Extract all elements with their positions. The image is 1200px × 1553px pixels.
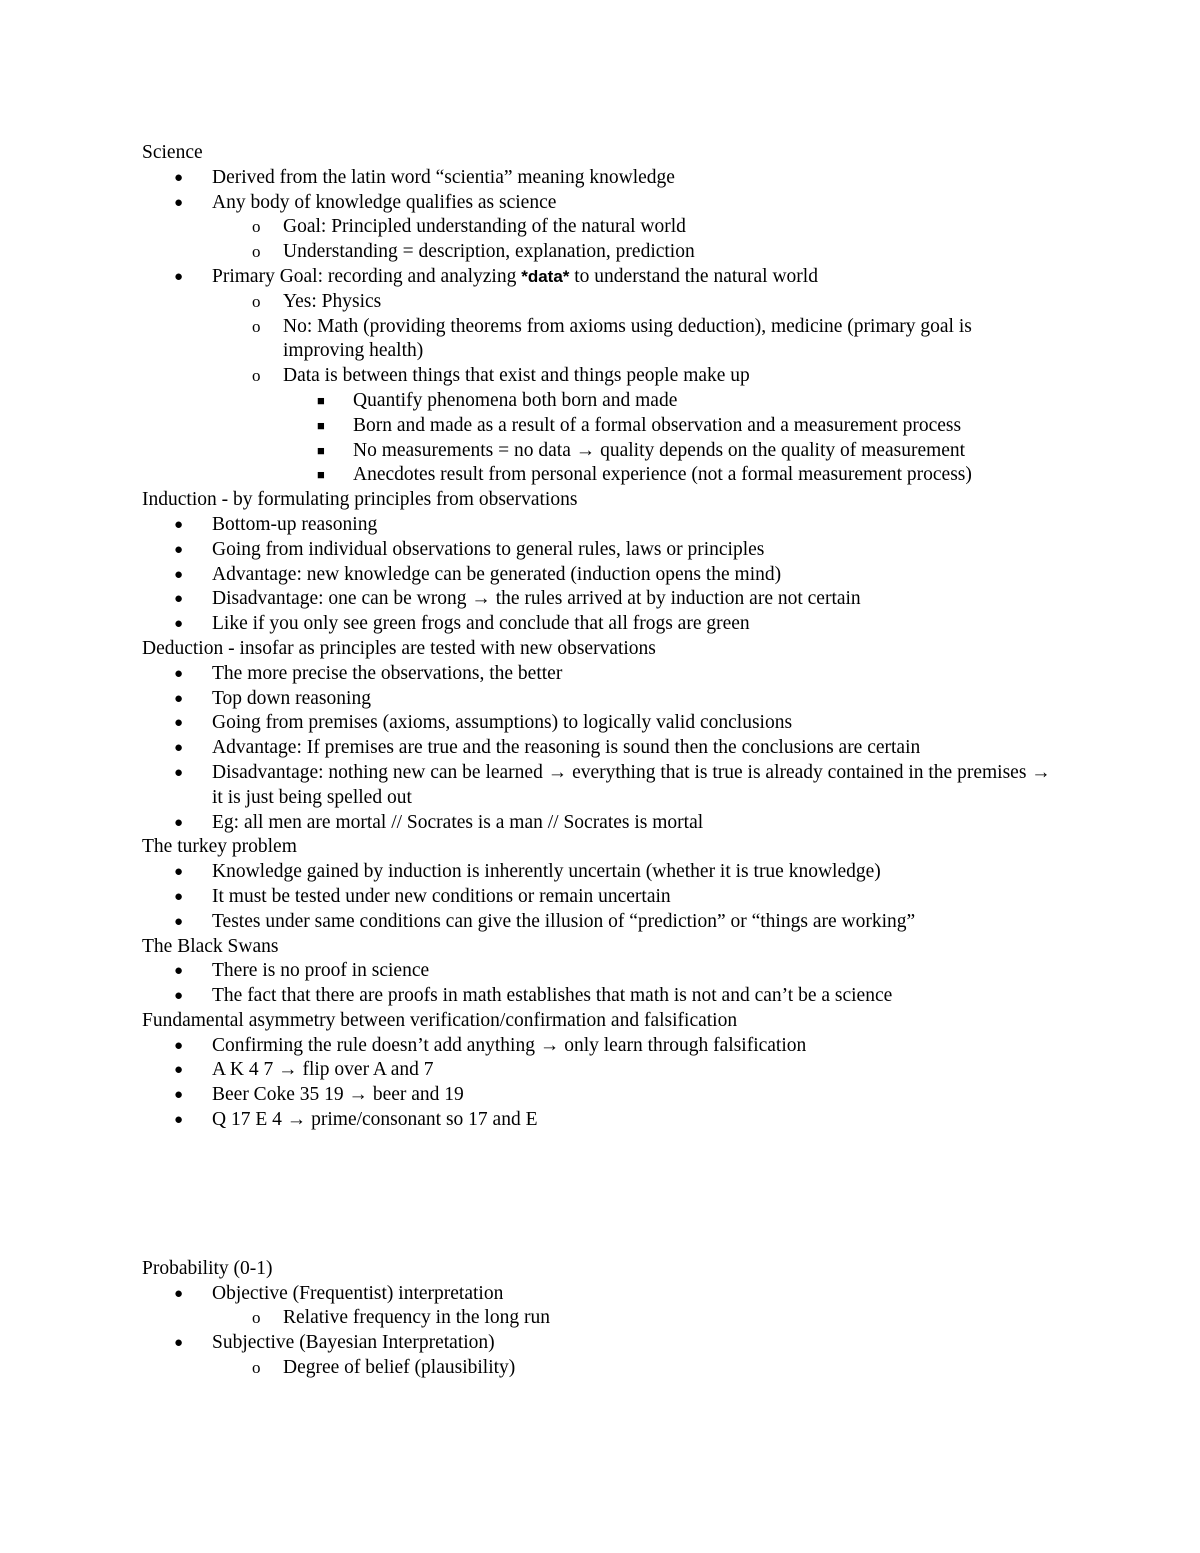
section-heading: Deduction - insofar as principles are tested with new observations: [142, 637, 656, 659]
list-item: [142, 215, 1052, 240]
list-item: [142, 1356, 1052, 1381]
bullet-marker-icon: ●: [174, 541, 184, 558]
bullet-list: [142, 513, 1052, 637]
list-item-text: The fact that there are proofs in math establishes that math is not and can’t be a science: [212, 985, 893, 1007]
list-item: [142, 736, 1052, 761]
bullet-marker-icon: ●: [174, 566, 184, 583]
list-item: [142, 662, 1052, 687]
list-item: [142, 1083, 1052, 1108]
list-item-text: Like if you only see green frogs and conclude that all frogs are green: [212, 613, 750, 635]
list-item-text: It must be tested under new conditions or remain uncertain: [212, 885, 671, 907]
bullet-marker-icon: ●: [174, 1062, 184, 1079]
document-content: [142, 141, 1052, 1381]
bullet-marker-icon: ●: [174, 591, 184, 608]
bullet-marker-icon: ●: [174, 764, 184, 781]
bullet-marker-icon: ■: [317, 392, 325, 408]
list-item-text: Top down reasoning: [212, 687, 371, 709]
bold-text: *data*: [521, 266, 570, 286]
bullet-marker-icon: o: [252, 366, 261, 386]
bullet-marker-icon: o: [252, 291, 261, 311]
section-induction-by-formulating-principles-from: [142, 488, 1052, 637]
list-item: [142, 587, 1052, 612]
list-item: [142, 364, 1052, 389]
list-item-text: Relative frequency in the long run: [283, 1307, 550, 1329]
list-item-text: Going from premises (axioms, assumptions) to logically valid conclusions: [212, 712, 793, 734]
list-item: [142, 1058, 1052, 1083]
list-item: [142, 513, 1052, 538]
list-item-text: Advantage: If premises are true and the reasoning is sound then the conclusions are certain: [212, 737, 921, 759]
bullet-marker-icon: ■: [317, 467, 325, 483]
list-item: [142, 910, 1052, 935]
list-item: [142, 265, 1052, 290]
list-item: [142, 414, 1052, 439]
list-item: [142, 1306, 1052, 1331]
bullet-marker-icon: o: [252, 217, 261, 237]
bullet-marker-icon: ●: [174, 690, 184, 707]
bullet-marker-icon: ●: [174, 1112, 184, 1129]
list-item-text: Disadvantage: nothing new can be learned → everything that is true is already contained in the premises → it is just being spelled out: [212, 761, 1051, 808]
list-item-text: Eg: all men are mortal // Socrates is a man // Socrates is mortal: [212, 811, 704, 833]
list-item-text: The more precise the observations, the better: [212, 662, 563, 684]
list-item: [142, 538, 1052, 563]
list-item-text: Bottom-up reasoning: [212, 513, 378, 535]
list-item-text: Data is between things that exist and things people make up: [283, 365, 750, 387]
list-item-text: No: Math (providing theorems from axioms using deduction), medicine (primary goal is improving health): [283, 315, 972, 362]
section-heading: Induction - by formulating principles from observations: [142, 489, 578, 511]
list-item: [142, 761, 1052, 811]
list-item: [142, 885, 1052, 910]
list-item-text: Goal: Principled understanding of the natural world: [283, 216, 686, 238]
list-item: [142, 959, 1052, 984]
bullet-marker-icon: ●: [174, 888, 184, 905]
bullet-marker-icon: ●: [174, 1087, 184, 1104]
list-item: [142, 463, 1052, 488]
bullet-marker-icon: o: [252, 1358, 261, 1378]
list-item-text: A K 4 7 → flip over A and 7: [212, 1059, 434, 1081]
bullet-marker-icon: ●: [174, 715, 184, 732]
list-item-text: Anecdotes result from personal experience (not a formal measurement process): [353, 464, 972, 486]
section-the-turkey-problem: [142, 835, 1052, 934]
section-fundamental-asymmetry-between-verificati: [142, 1009, 1052, 1133]
list-item: [142, 439, 1052, 464]
bullet-list: [142, 166, 1052, 488]
section-heading: The Black Swans: [142, 935, 279, 957]
section-probability-0-1: [142, 1133, 1052, 1381]
text-run: Primary Goal: recording and analyzing: [212, 265, 522, 287]
section-heading: Probability (0-1): [142, 1257, 273, 1279]
bullet-list: [142, 662, 1052, 836]
list-item: [142, 563, 1052, 588]
bullet-marker-icon: o: [252, 242, 261, 262]
list-item-text: Born and made as a result of a formal observation and a measurement process: [353, 414, 962, 436]
list-item: [142, 315, 1052, 365]
bullet-list: [142, 959, 1052, 1009]
list-item: [142, 1108, 1052, 1133]
bullet-marker-icon: ●: [174, 988, 184, 1005]
list-item-text: Derived from the latin word “scientia” meaning knowledge: [212, 166, 675, 188]
bullet-marker-icon: ●: [174, 913, 184, 930]
list-item: [142, 290, 1052, 315]
bullet-marker-icon: ■: [317, 417, 325, 433]
section-heading: Science: [142, 142, 203, 163]
list-item-text: Advantage: new knowledge can be generated (induction opens the mind): [212, 563, 782, 585]
list-item-text: Subjective (Bayesian Interpretation): [212, 1332, 495, 1354]
bullet-marker-icon: ■: [317, 442, 325, 458]
bullet-marker-icon: ●: [174, 516, 184, 533]
list-item: [142, 860, 1052, 885]
bullet-marker-icon: o: [252, 1308, 261, 1328]
list-item-text: There is no proof in science: [212, 960, 430, 982]
list-item-text: Beer Coke 35 19 → beer and 19: [212, 1084, 464, 1106]
bullet-marker-icon: ●: [174, 814, 184, 831]
section-the-black-swans: [142, 935, 1052, 1009]
list-item: [142, 1331, 1052, 1356]
bullet-marker-icon: ●: [174, 616, 184, 633]
section-deduction-insofar-as-principles-are-test: [142, 637, 1052, 835]
list-item: [142, 1034, 1052, 1059]
bullet-marker-icon: ●: [174, 1335, 184, 1352]
bullet-marker-icon: ●: [174, 194, 184, 211]
section-science: [142, 141, 1052, 488]
list-item-text: [212, 266, 818, 287]
bullet-list: [142, 1034, 1052, 1133]
bullet-marker-icon: ●: [174, 169, 184, 186]
list-item: [142, 612, 1052, 637]
list-item-text: No measurements = no data → quality depends on the quality of measurement: [353, 439, 966, 461]
bullet-marker-icon: ●: [174, 1037, 184, 1054]
list-item-text: Degree of belief (plausibility): [283, 1357, 516, 1379]
list-item: [142, 166, 1052, 191]
list-item: [142, 191, 1052, 216]
list-item-text: Yes: Physics: [283, 290, 382, 312]
list-item: [142, 811, 1052, 836]
list-item-text: Disadvantage: one can be wrong → the rules arrived at by induction are not certain: [212, 588, 861, 610]
section-heading: The turkey problem: [142, 836, 297, 858]
list-item: [142, 240, 1052, 265]
bullet-marker-icon: ●: [174, 864, 184, 881]
list-item-text: Quantify phenomena both born and made: [353, 389, 678, 411]
text-run: to understand the natural world: [569, 265, 818, 287]
list-item-text: Knowledge gained by induction is inherently uncertain (whether it is true knowledge): [212, 861, 881, 883]
bullet-marker-icon: ●: [174, 740, 184, 757]
list-item-text: Understanding = description, explanation, prediction: [283, 241, 695, 263]
list-item-text: Testes under same conditions can give the illusion of “prediction” or “things are working”: [212, 910, 916, 932]
bullet-marker-icon: ●: [174, 963, 184, 980]
section-heading: Fundamental asymmetry between verification/confirmation and falsification: [142, 1009, 738, 1031]
bullet-list: [142, 860, 1052, 934]
list-item: [142, 711, 1052, 736]
bullet-marker-icon: ●: [174, 1285, 184, 1302]
bullet-marker-icon: ●: [174, 268, 184, 285]
list-item-text: Going from individual observations to general rules, laws or principles: [212, 538, 765, 560]
blank-space: [142, 1133, 1052, 1257]
list-item: [142, 984, 1052, 1009]
list-item-text: Confirming the rule doesn’t add anything → only learn through falsification: [212, 1034, 807, 1056]
list-item-text: Q 17 E 4 → prime/consonant so 17 and E: [212, 1109, 538, 1131]
list-item-text: Objective (Frequentist) interpretation: [212, 1282, 504, 1304]
bullet-marker-icon: o: [252, 316, 261, 336]
list-item: [142, 1282, 1052, 1307]
bullet-marker-icon: ●: [174, 665, 184, 682]
list-item-text: Any body of knowledge qualifies as science: [212, 191, 557, 213]
list-item: [142, 389, 1052, 414]
list-item: [142, 687, 1052, 712]
bullet-list: [142, 1282, 1052, 1381]
